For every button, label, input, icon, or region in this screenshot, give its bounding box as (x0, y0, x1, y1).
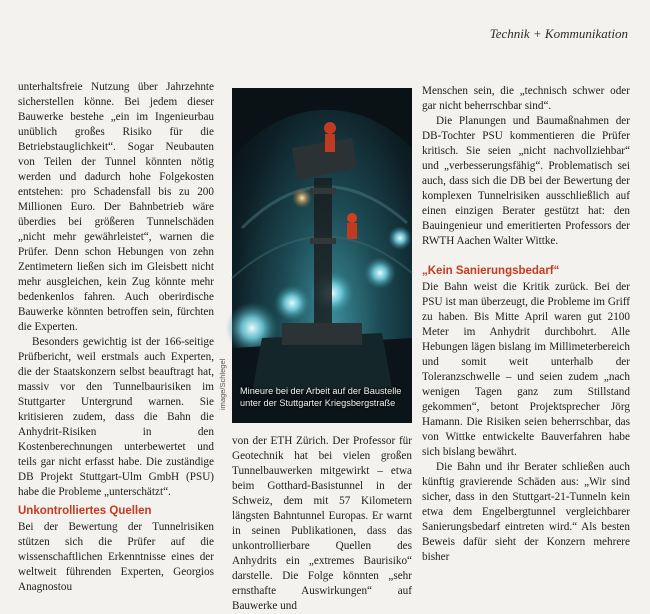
construction-photo (232, 88, 412, 423)
photo-caption: Mineure bei der Arbeit auf der Baustelle unter der Stuttgarter Kriegsbergstraße (240, 386, 402, 408)
tunnel-illustration (232, 88, 412, 423)
article-column-1 (18, 80, 214, 595)
subheading: Unkontrolliertes Quellen (18, 505, 152, 517)
article-column-3 (422, 84, 630, 565)
paragraph: Menschen sein, die „technisch schwer oder gar nicht beherrschbar sind“. (422, 85, 630, 112)
paragraph: Die Bahn weist die Kritik zurück. Bei der PSU ist man überzeugt, die Probleme im Griff zu haben. Bis Mitte April waren gut 2100 Meter im Anhydrit durchbohrt. Alle Hebungen lägen bislang im Millimeterbereich und somit weit unterhalb der Toleranzschwelle – und seien zudem „nach wenigen Tagen ganz zum Stillstand gekommen“, betont Projektsprecher Jörg Hamann. Die Risiken seien beherrschbar, das von Wittke entwickelte Bauverfahren habe sich bislang bewährt. (422, 281, 630, 458)
subheading: „Kein Sanierungsbedarf“ (422, 265, 560, 277)
photo-credit: image/Schlegel (218, 358, 227, 410)
paragraph: Bei der Bewertung der Tunnelrisiken stützen sich die Prüfer auf die wissenschaftlichen Erkenntnisse eines der weltweit führenden Experten, Georgios Anagnostou (18, 521, 214, 593)
article-column-2 (232, 434, 412, 614)
section-header: Technik + Kommunikation (489, 26, 628, 41)
paragraph: Die Bahn und ihr Berater schließen auch künftig gravierende Schäden aus: „Wir sind sicher, dass in den Stuttgart-21-Tunneln kein etwa dem Engelbergtunnel vergleichbarer Sanierungsbedarf eintreten wird.“ Als besten Beweis dafür sieht der Konzern mehrere bisher (422, 461, 630, 563)
paragraph: unterhaltsfreie Nutzung über Jahrzehnte sicherstellen könne. Bei jedem dieser Bauwerke bestehe „ein im Ingenieurbau unüblich großes Risiko für die Betriebstauglichkeit“. Sogar Neubauten von Teilen der Tunnel könnten nötig werden und dadurch hohe Folgekosten entstehen: pro Schadensfall bis zu 200 Millionen Euro. Der Bahnbetrieb wäre überdies bei größeren Tunnelschäden „nicht mehr gewährleistet“, warnen die Prüfer. Denn schon Hebungen von zehn Zentimetern ließen sich im Gleisbett nicht mehr ausgleichen, kein Zug könnte mehr bedenkenlos fahren. Auch oberirdische Bauwerke könnten betroffen sein, fürchten die Experten. (18, 81, 214, 333)
paragraph: von der ETH Zürich. Der Professor für Geotechnik hat bei vielen großen Tunnelbauwerken mitgewirkt – etwa beim Gotthard-Basistunnel in der Schweiz, dem mit 57 Kilometern längsten Bahntunnel Europas. Er warnt in seinen Publikationen, dass das unkontrollierbare Quellen des Anhydrits ein „extremes Baurisiko“ darstelle. Die Folge könnten „sehr ernsthafte Auswirkungen“ auf Bauwerke und (232, 435, 412, 612)
paragraph: Die Planungen und Baumaßnahmen der DB-Tochter PSU kommentieren die Prüfer kritisch. Sie seien „nicht nachvollziehbar“ und „verbesserungsfähig“. Problematisch sei auch, dass sich die DB bei der Bewertung der komplexen Tunnelrisiken ausschließlich auf einen einzigen Berater gestützt hat: den Bauingenieur und emeritierten Professors der RWTH Aachen Walter Wittke. (422, 115, 630, 247)
paragraph: Besonders gewichtig ist der 166-seitige Prüfbericht, weil erstmals auch Experten, die der Staatskonzern selbst beauftragt hat, massiv vor den Tunnelbaurisiken im Stuttgarter Untergrund warnen. Sie kritisieren zudem, dass die Bahn die Anhydrit-Risiken in den Kostenberechnungen unterbewertet und teils gar nicht erfasst habe. Die zuständige DB Projekt Stuttgart-Ulm GmbH (PSU) habe die Probleme „unterschätzt“. (18, 336, 214, 498)
